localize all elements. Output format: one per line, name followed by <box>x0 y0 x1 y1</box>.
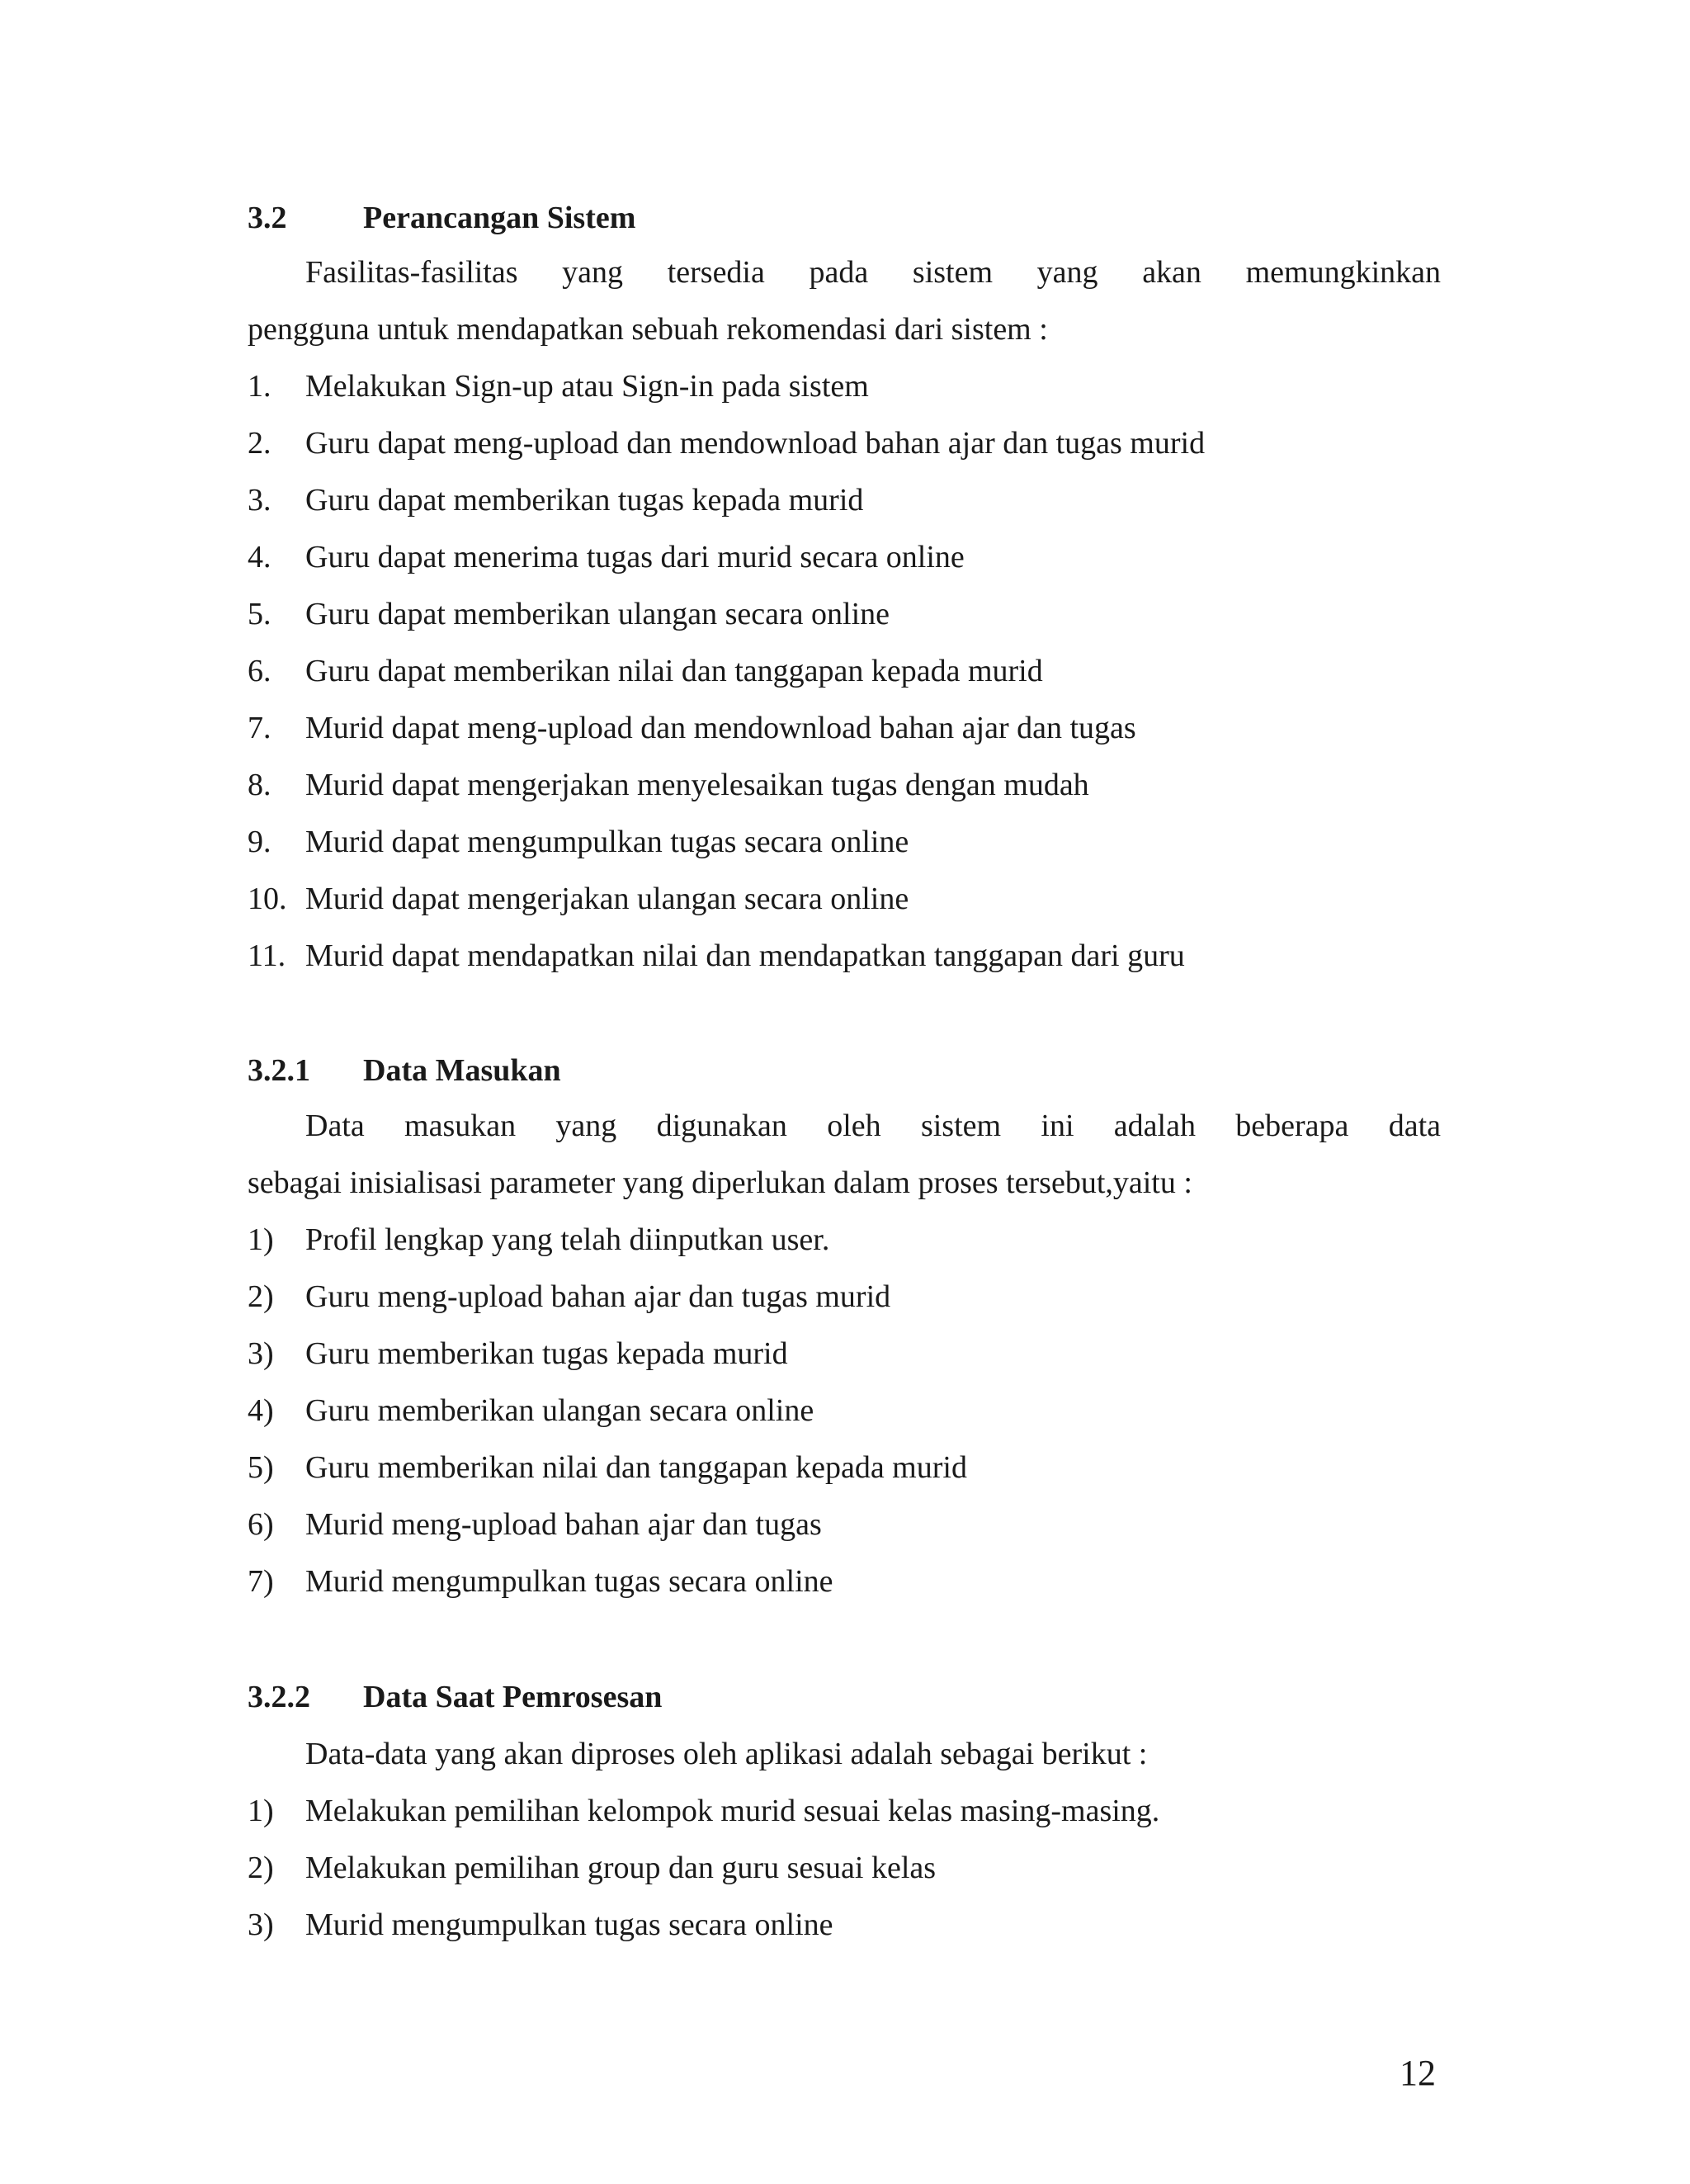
paragraph-line: Data-data yang akan diproses oleh aplikasi adalah sebagai berikut : <box>305 1737 1148 1771</box>
list-item <box>248 879 1441 919</box>
list-text: Guru dapat meng-upload dan mendownload bahan ajar dan tugas murid <box>305 426 1206 461</box>
list-number: 2. <box>248 426 271 461</box>
list-text: Guru dapat menerima tugas dari murid secara online <box>305 540 965 574</box>
list-text: Murid mengumpulkan tugas secara online <box>305 1907 833 1942</box>
list-text: Melakukan pemilihan kelompok murid sesuai kelas masing-masing. <box>305 1794 1160 1828</box>
list-text: Guru dapat memberikan nilai dan tanggapan kepada murid <box>305 654 1043 688</box>
list-text: Murid dapat mendapatkan nilai dan mendapatkan tanggapan dari guru <box>305 938 1185 973</box>
list-item <box>248 1848 1441 1888</box>
list-number: 1. <box>248 369 271 404</box>
list-number: 5. <box>248 597 271 631</box>
section-heading-3-2 <box>248 198 1441 238</box>
list-text: Melakukan Sign-up atau Sign-in pada sistem <box>305 369 869 404</box>
page-number: 12 <box>1400 2053 1436 2093</box>
section-heading-3-2-2 <box>248 1677 1441 1717</box>
list-text: Guru meng-upload bahan ajar dan tugas murid <box>305 1279 891 1314</box>
list-item <box>248 1391 1441 1430</box>
section-heading-3-2-1 <box>248 1051 1441 1090</box>
list-item <box>248 651 1441 691</box>
list-item <box>248 537 1441 577</box>
list-number: 6. <box>248 654 271 688</box>
paragraph-line: sebagai inisialisasi parameter yang diperlukan dalam proses tersebut,yaitu : <box>248 1165 1192 1200</box>
list-text: Melakukan pemilihan group dan guru sesuai kelas <box>305 1851 937 1885</box>
list-text: Murid mengumpulkan tugas secara online <box>305 1564 833 1599</box>
list-number: 8. <box>248 768 271 802</box>
list-text: Guru dapat memberikan ulangan secara online <box>305 597 890 631</box>
list-item <box>248 1334 1441 1373</box>
list-text: Murid dapat mengerjakan menyelesaikan tugas dengan mudah <box>305 768 1089 802</box>
paragraph-line: Fasilitas-fasilitas yang tersedia pada sistem yang akan memungkinkan <box>305 255 1441 290</box>
list-item <box>248 1220 1441 1260</box>
list-text: Profil lengkap yang telah diinputkan user. <box>305 1222 830 1257</box>
list-text: Murid meng-upload bahan ajar dan tugas <box>305 1507 822 1542</box>
section-title: Perancangan Sistem <box>363 201 636 235</box>
list-item <box>248 708 1441 748</box>
list-number: 3) <box>248 1336 274 1371</box>
list-text: Guru memberikan nilai dan tanggapan kepada murid <box>305 1450 967 1485</box>
list-item <box>248 1448 1441 1487</box>
list-item <box>248 366 1441 406</box>
list-number: 11. <box>248 938 286 973</box>
list-text: Guru memberikan ulangan secara online <box>305 1393 814 1428</box>
section-title: Data Saat Pemrosesan <box>363 1680 663 1714</box>
list-number: 9. <box>248 825 271 859</box>
list-text: Murid dapat mengerjakan ulangan secara online <box>305 882 909 916</box>
list-number: 10. <box>248 882 287 916</box>
list-number: 7. <box>248 711 271 745</box>
list-item <box>248 1791 1441 1831</box>
list-item <box>248 822 1441 862</box>
list-item <box>248 480 1441 520</box>
list-item <box>248 594 1441 634</box>
list-number: 1) <box>248 1794 274 1828</box>
list-text: Guru dapat memberikan tugas kepada murid <box>305 483 864 518</box>
list-text: Murid dapat meng-upload dan mendownload bahan ajar dan tugas <box>305 711 1136 745</box>
list-item <box>248 765 1441 805</box>
list-item <box>248 1562 1441 1601</box>
list-number: 4. <box>248 540 271 574</box>
list-number: 2) <box>248 1851 274 1885</box>
list-number: 3) <box>248 1907 274 1942</box>
section-number: 3.2.1 <box>248 1053 310 1088</box>
list-text: Murid dapat mengumpulkan tugas secara online <box>305 825 909 859</box>
list-number: 7) <box>248 1564 274 1599</box>
list-item <box>248 1277 1441 1317</box>
paragraph-line: pengguna untuk mendapatkan sebuah rekomendasi dari sistem : <box>248 312 1048 347</box>
section-number: 3.2.2 <box>248 1680 310 1714</box>
list-item <box>248 423 1441 463</box>
list-number: 1) <box>248 1222 274 1257</box>
list-item <box>248 1905 1441 1945</box>
section-title: Data Masukan <box>363 1053 561 1088</box>
list-number: 4) <box>248 1393 274 1428</box>
list-number: 6) <box>248 1507 274 1542</box>
list-item <box>248 936 1441 976</box>
paragraph-line: Data masukan yang digunakan oleh sistem ini adalah beberapa data <box>305 1109 1441 1143</box>
list-text: Guru memberikan tugas kepada murid <box>305 1336 788 1371</box>
list-item <box>248 1505 1441 1544</box>
list-number: 3. <box>248 483 271 518</box>
list-number: 5) <box>248 1450 274 1485</box>
section-number: 3.2 <box>248 201 287 235</box>
list-number: 2) <box>248 1279 274 1314</box>
